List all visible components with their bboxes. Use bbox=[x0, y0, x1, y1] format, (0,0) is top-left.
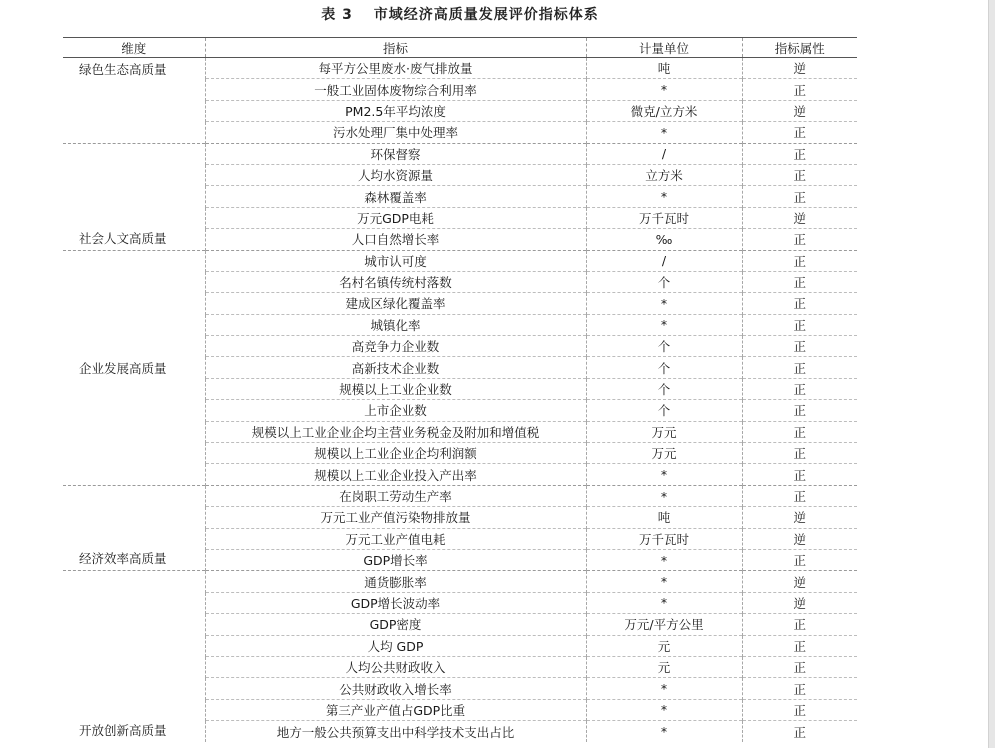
table-row bbox=[63, 485, 857, 506]
indicator-table bbox=[63, 37, 857, 742]
attribute-cell: 正 bbox=[742, 336, 857, 357]
unit-cell: 万元/平方公里 bbox=[586, 614, 742, 635]
indicator-cell: 上市企业数 bbox=[205, 400, 586, 421]
attribute-cell: 正 bbox=[742, 186, 857, 207]
dimension-cell: 经济效率高质量 bbox=[63, 485, 205, 571]
unit-cell: * bbox=[586, 314, 742, 335]
unit-cell: * bbox=[586, 678, 742, 699]
unit-cell: 个 bbox=[586, 357, 742, 378]
unit-cell: * bbox=[586, 122, 742, 143]
indicator-cell: 第三产业产值占GDP比重 bbox=[205, 699, 586, 720]
indicator-cell: 高竞争力企业数 bbox=[205, 336, 586, 357]
unit-cell: 元 bbox=[586, 635, 742, 656]
unit-cell: * bbox=[586, 464, 742, 485]
attribute-cell: 正 bbox=[742, 635, 857, 656]
table-row bbox=[63, 58, 857, 79]
indicator-cell: 每平方公里废水·废气排放量 bbox=[205, 58, 586, 79]
indicator-cell: 一般工业固体废物综合利用率 bbox=[205, 79, 586, 100]
unit-cell: 吨 bbox=[586, 58, 742, 79]
attribute-cell: 正 bbox=[742, 314, 857, 335]
attribute-cell: 正 bbox=[742, 421, 857, 442]
table-row bbox=[63, 250, 857, 271]
indicator-cell: 地方一般公共预算支出中科学技术支出占比 bbox=[205, 721, 586, 742]
attribute-cell: 正 bbox=[742, 229, 857, 250]
indicator-cell: 人均 GDP bbox=[205, 635, 586, 656]
indicator-cell: 污水处理厂集中处理率 bbox=[205, 122, 586, 143]
indicator-cell: GDP密度 bbox=[205, 614, 586, 635]
table-body bbox=[63, 58, 857, 743]
indicator-cell: 城镇化率 bbox=[205, 314, 586, 335]
dimension-cell: 社会人文高质量 bbox=[63, 143, 205, 250]
unit-cell: * bbox=[586, 592, 742, 613]
attribute-cell: 正 bbox=[742, 721, 857, 742]
attribute-cell: 逆 bbox=[742, 528, 857, 549]
indicator-cell: 城市认可度 bbox=[205, 250, 586, 271]
attribute-cell: 正 bbox=[742, 357, 857, 378]
attribute-cell: 正 bbox=[742, 464, 857, 485]
attribute-cell: 正 bbox=[742, 614, 857, 635]
header-dimension: 维度 bbox=[63, 38, 205, 58]
header-attribute: 指标属性 bbox=[742, 38, 857, 58]
unit-cell: 个 bbox=[586, 378, 742, 399]
attribute-cell: 逆 bbox=[742, 207, 857, 228]
unit-cell: * bbox=[586, 186, 742, 207]
unit-cell: / bbox=[586, 143, 742, 164]
unit-cell: * bbox=[586, 699, 742, 720]
dimension-cell: 绿色生态高质量 bbox=[63, 58, 205, 144]
unit-cell: 个 bbox=[586, 271, 742, 292]
indicator-cell: 通货膨胀率 bbox=[205, 571, 586, 592]
attribute-cell: 逆 bbox=[742, 507, 857, 528]
indicator-cell: PM2.5年平均浓度 bbox=[205, 100, 586, 121]
indicator-cell: 规模以上工业企业企均主营业务税金及附加和增值税 bbox=[205, 421, 586, 442]
attribute-cell: 正 bbox=[742, 293, 857, 314]
indicator-cell: 公共财政收入增长率 bbox=[205, 678, 586, 699]
indicator-cell: GDP增长率 bbox=[205, 549, 586, 570]
attribute-cell: 正 bbox=[742, 79, 857, 100]
indicator-cell: 建成区绿化覆盖率 bbox=[205, 293, 586, 314]
attribute-cell: 正 bbox=[742, 122, 857, 143]
attribute-cell: 正 bbox=[742, 443, 857, 464]
scrollbar-edge bbox=[988, 0, 995, 748]
unit-cell: 万元 bbox=[586, 421, 742, 442]
attribute-cell: 逆 bbox=[742, 100, 857, 121]
indicator-cell: 万元工业产值污染物排放量 bbox=[205, 507, 586, 528]
header-indicator: 指标 bbox=[205, 38, 586, 58]
attribute-cell: 正 bbox=[742, 271, 857, 292]
unit-cell: 元 bbox=[586, 656, 742, 677]
attribute-cell: 正 bbox=[742, 250, 857, 271]
attribute-cell: 正 bbox=[742, 164, 857, 185]
indicator-cell: GDP增长波动率 bbox=[205, 592, 586, 613]
attribute-cell: 逆 bbox=[742, 592, 857, 613]
unit-cell: * bbox=[586, 571, 742, 592]
attribute-cell: 正 bbox=[742, 549, 857, 570]
indicator-cell: 森林覆盖率 bbox=[205, 186, 586, 207]
unit-cell: / bbox=[586, 250, 742, 271]
unit-cell: * bbox=[586, 721, 742, 742]
indicator-cell: 人均水资源量 bbox=[205, 164, 586, 185]
header-unit: 计量单位 bbox=[586, 38, 742, 58]
unit-cell: 万元 bbox=[586, 443, 742, 464]
unit-cell: 万千瓦时 bbox=[586, 528, 742, 549]
indicator-cell: 环保督察 bbox=[205, 143, 586, 164]
unit-cell: 个 bbox=[586, 336, 742, 357]
table-caption: 表 3 市域经济高质量发展评价指标体系 bbox=[321, 7, 599, 23]
indicator-cell: 万元工业产值电耗 bbox=[205, 528, 586, 549]
unit-cell: * bbox=[586, 485, 742, 506]
indicator-cell: 高新技术企业数 bbox=[205, 357, 586, 378]
attribute-cell: 正 bbox=[742, 656, 857, 677]
indicator-cell: 规模以上工业企业企均利润额 bbox=[205, 443, 586, 464]
unit-cell: * bbox=[586, 293, 742, 314]
unit-cell: * bbox=[586, 549, 742, 570]
table-row bbox=[63, 571, 857, 592]
indicator-cell: 万元GDP电耗 bbox=[205, 207, 586, 228]
indicator-cell: 人口自然增长率 bbox=[205, 229, 586, 250]
unit-cell: 万千瓦时 bbox=[586, 207, 742, 228]
indicator-cell: 在岗职工劳动生产率 bbox=[205, 485, 586, 506]
unit-cell: 吨 bbox=[586, 507, 742, 528]
unit-cell: ‰ bbox=[586, 229, 742, 250]
unit-cell: 微克/立方米 bbox=[586, 100, 742, 121]
unit-cell: 立方米 bbox=[586, 164, 742, 185]
table-header-row bbox=[63, 38, 857, 58]
attribute-cell: 正 bbox=[742, 678, 857, 699]
indicator-cell: 人均公共财政收入 bbox=[205, 656, 586, 677]
table-row bbox=[63, 143, 857, 164]
dimension-cell: 企业发展高质量 bbox=[63, 250, 205, 485]
attribute-cell: 正 bbox=[742, 400, 857, 421]
indicator-cell: 名村名镇传统村落数 bbox=[205, 271, 586, 292]
attribute-cell: 正 bbox=[742, 378, 857, 399]
attribute-cell: 正 bbox=[742, 699, 857, 720]
attribute-cell: 正 bbox=[742, 143, 857, 164]
dimension-cell: 开放创新高质量 bbox=[63, 571, 205, 742]
attribute-cell: 逆 bbox=[742, 58, 857, 79]
unit-cell: * bbox=[586, 79, 742, 100]
attribute-cell: 正 bbox=[742, 485, 857, 506]
indicator-cell: 规模以上工业企业投入产出率 bbox=[205, 464, 586, 485]
unit-cell: 个 bbox=[586, 400, 742, 421]
attribute-cell: 逆 bbox=[742, 571, 857, 592]
indicator-cell: 规模以上工业企业数 bbox=[205, 378, 586, 399]
